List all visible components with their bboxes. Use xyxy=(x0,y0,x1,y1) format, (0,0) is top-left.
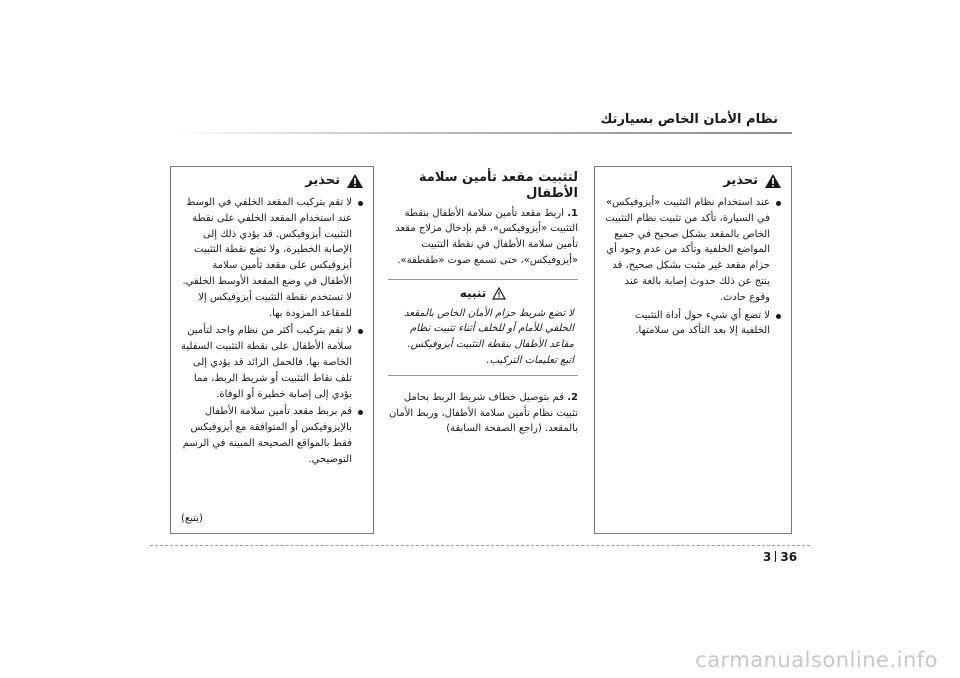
warning-triangle-icon xyxy=(764,173,782,189)
continued-label: (يتبع) xyxy=(181,513,203,525)
step-text: اربط مقعد تأمين سلامة الأطفال بنقطة التثبيت «أيزوفيكس»، قم بإدخال مزلاج مقعد تأمين سلامة الأطفال في نقطة التثبيت «أيزوفيكس»، حتى تسمع صوت «طقطقة». xyxy=(395,207,578,266)
warning-box-left xyxy=(170,166,374,534)
warning-heading-text: تحذير xyxy=(305,173,340,189)
warning-box-right xyxy=(594,166,792,534)
step-number: 2. xyxy=(567,391,578,403)
page-number-separator xyxy=(775,551,776,562)
warning-heading xyxy=(604,173,782,189)
page-number-value: 36 xyxy=(780,550,798,564)
warning-bullet: لا تقم بتركيب أكثر من نظام واحد لتأمين سلامة الأطفال على نقطة التثبيت السفلية الخاصة بها. فالحمل الزائد قد يؤدي إلى تلف نقاط التثبيت أو شريط الربط، مما يؤدي إلى إصابة خطيرة أو الوفاة. xyxy=(180,323,364,402)
caution-triangle-icon xyxy=(492,287,506,300)
page-header-title: نظام الأمان الخاص بسيارتك xyxy=(600,112,778,127)
warning-bullet: عند استخدام نظام التثبيت «أيزوفيكس» في السيارة، تأكد من تثبيت نظام التثبيت الخاص بالمقعد بشكل صحيح في جميع المواضع الخلفية وتأكد من عدم وجود أي حزام مقعد غير مثبت بشكل صحيح، قد ينتج عن ذلك حدوث إصابة بالغة عند وقوع حادث. xyxy=(604,195,782,306)
instructions-column xyxy=(384,170,582,538)
step-number: 1. xyxy=(567,207,578,219)
section-title: لتثبيت مقعد تأمين سلامة الأطفال xyxy=(418,170,578,201)
caution-note xyxy=(388,279,578,376)
warning-bullet: لا تضع أي شيء حول أداة التثبيت الخلفية إلا بعد التأكد من سلامتها. xyxy=(604,308,782,340)
caution-text: لا تضع شريط حزام الأمان الخاص بالمقعد الخلفي للأمام أو للخلف أثناء تثبيت نظام مقاعد الأطفال بنقطة التثبيت أيزوفيكس. اتبع تعليمات التركيب. xyxy=(404,307,574,366)
warning-bullet: قم بربط مقعد تأمين سلامة الأطفال بالإيزوفيكس أو المتوافقة مع أيزوفيكس فقط بالمواقع الصحيحة المبينة في الرسم التوضيحي. xyxy=(180,404,364,467)
step-text: قم بتوصيل خطاف شريط الربط بحامل تثبيت نظام تأمين سلامة الأطفال، وربط الأمان بالمقعد. (راجع الصفحة السابقة) xyxy=(388,391,578,435)
warning-heading-text: تحذير xyxy=(723,173,758,189)
step-item xyxy=(388,206,578,269)
watermark-text: carmanualsonline.info xyxy=(695,648,938,672)
warning-triangle-icon xyxy=(346,173,364,189)
header-divider xyxy=(168,132,792,134)
page-number xyxy=(763,550,797,564)
footer-divider xyxy=(150,545,810,546)
warning-bullet: لا تقم بتركيب المقعد الخلفي في الوسط عند استخدام المقعد الخلفي على نقطة التثبيت أيزوفيكس. قد يؤدي ذلك إلى الإصابة الخطيرة، ولا تضع نقطة التثبيت أيزوفيكس على مقعد تأمين سلامة الأطفال في وضع المقعد الأوسط الخلفي. لا تستخدم نقطة التثبيت أيزوفيكس إلا للمقاعد المزودة بها. xyxy=(180,195,364,321)
chapter-number: 3 xyxy=(763,550,772,564)
caution-heading xyxy=(392,286,574,302)
warning-heading xyxy=(180,173,364,189)
step-item xyxy=(388,390,578,437)
caution-heading-text: تنبيه xyxy=(459,285,487,300)
